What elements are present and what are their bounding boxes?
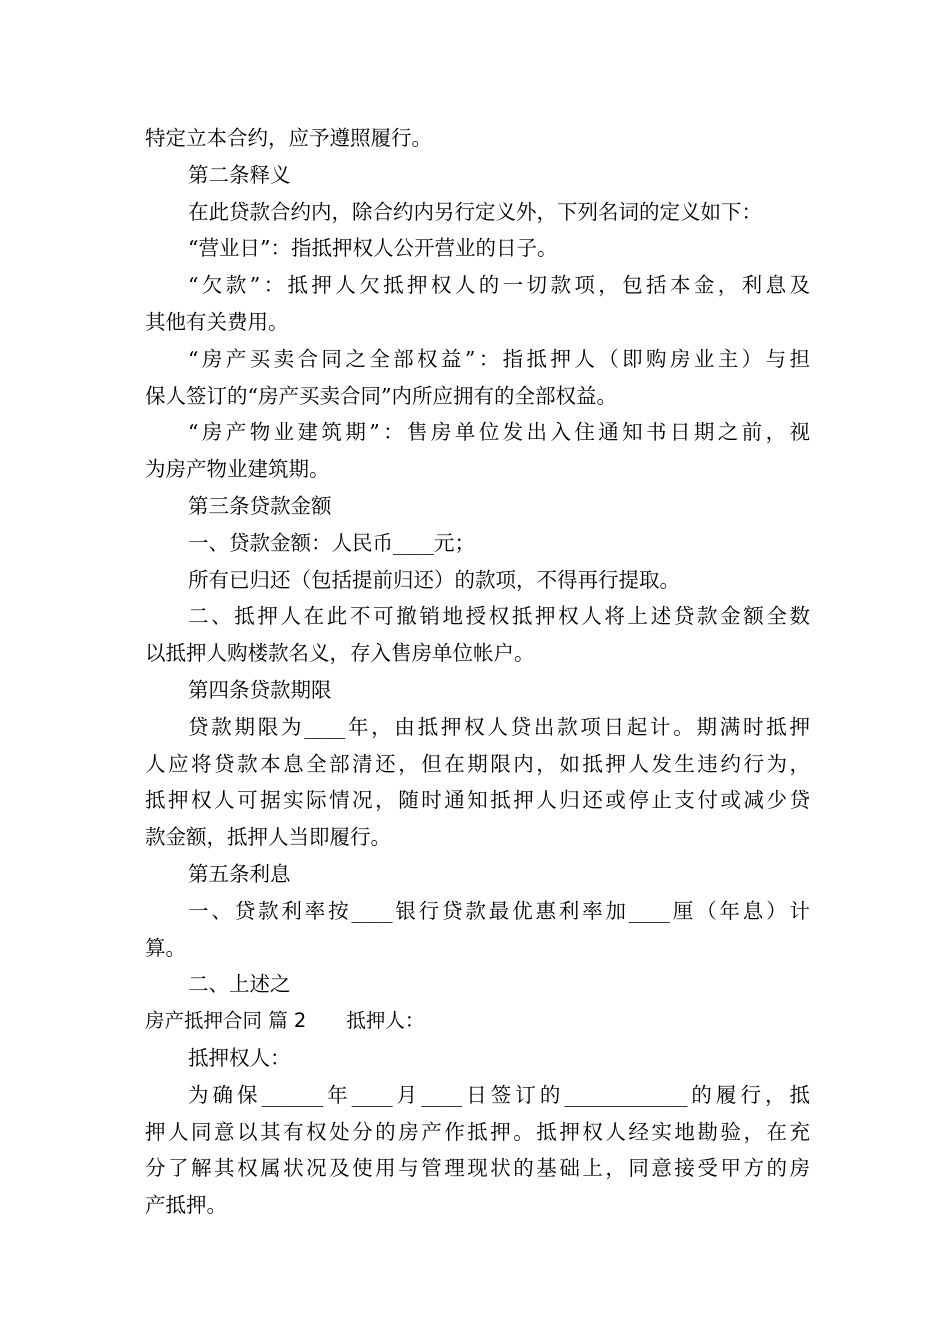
text-line: 为房产物业建筑期。 <box>145 457 330 482</box>
text-line: 特定立本合约，应予遵照履行。 <box>145 126 432 150</box>
text-line: 算。 <box>145 935 186 960</box>
text-line: 押人同意以其有权处分的房产作抵押。抵押权人经实地勘验，在充 <box>145 1119 810 1144</box>
text-line: 抵押权人： <box>188 1045 291 1070</box>
text-line: 为确保______年____月____日签订的____________的履行，抵 <box>188 1082 810 1107</box>
text-line: 第四条贷款期限 <box>188 677 332 702</box>
text-line: 二、上述之 <box>188 972 291 997</box>
text-line: 在此贷款合约内，除合约内另行定义外，下列名词的定义如下： <box>188 199 762 224</box>
text-line: 抵押权人可据实际情况，随时通知抵押人归还或停止支付或减少贷 <box>145 788 810 813</box>
text-line: 二、抵押人在此不可撤销地授权抵押权人将上述贷款金额全数 <box>188 604 810 629</box>
text-line: 第二条释义 <box>188 162 291 187</box>
text-line: 分了解其权属状况及使用与管理现状的基础上，同意接受甲方的房 <box>145 1156 810 1181</box>
text-line: 其他有关费用。 <box>145 309 289 334</box>
text-line: 产抵押。 <box>145 1193 227 1218</box>
mortgagor-label: 抵押人： <box>346 1009 425 1033</box>
text-line: 所有已归还（包括提前归还）的款项，不得再行提取。 <box>188 567 680 592</box>
text-line: 贷款期限为____年，由抵押权人贷出款项日起计。期满时抵押 <box>188 714 810 739</box>
text-line: 保人签订的“房产买卖合同”内所应拥有的全部权益。 <box>145 383 617 408</box>
text-line: “欠款”：抵押人欠抵押权人的一切款项，包括本金，利息及 <box>188 273 810 298</box>
text-line: “营业日”：指抵押权人公开营业的日子。 <box>188 236 558 261</box>
text-line: 人应将贷款本息全部清还，但在期限内，如抵押人发生违约行为， <box>145 751 810 776</box>
text-line: 以抵押人购楼款名义，存入售房单位帐户。 <box>145 641 535 666</box>
document-page <box>145 120 810 1224</box>
contract-title: 房产抵押合同 篇 2 <box>145 1009 307 1033</box>
document-body-part2 <box>145 1040 810 1224</box>
text-line: 第三条贷款金额 <box>188 493 332 518</box>
text-line: “房产买卖合同之全部权益”：指抵押人（即购房业主）与担 <box>188 346 810 371</box>
text-line: 一、贷款金额：人民币____元； <box>188 530 475 555</box>
text-line: 款金额，抵押人当即履行。 <box>145 825 391 850</box>
text-line: “房产物业建筑期”：售房单位发出入住通知书日期之前，视 <box>188 420 810 445</box>
section-heading-contract-2 <box>145 1003 810 1040</box>
text-line: 第五条利息 <box>188 861 291 886</box>
text-line: 一、贷款利率按____银行贷款最优惠利率加____厘（年息）计 <box>188 898 810 923</box>
document-body-part1 <box>145 120 810 1003</box>
